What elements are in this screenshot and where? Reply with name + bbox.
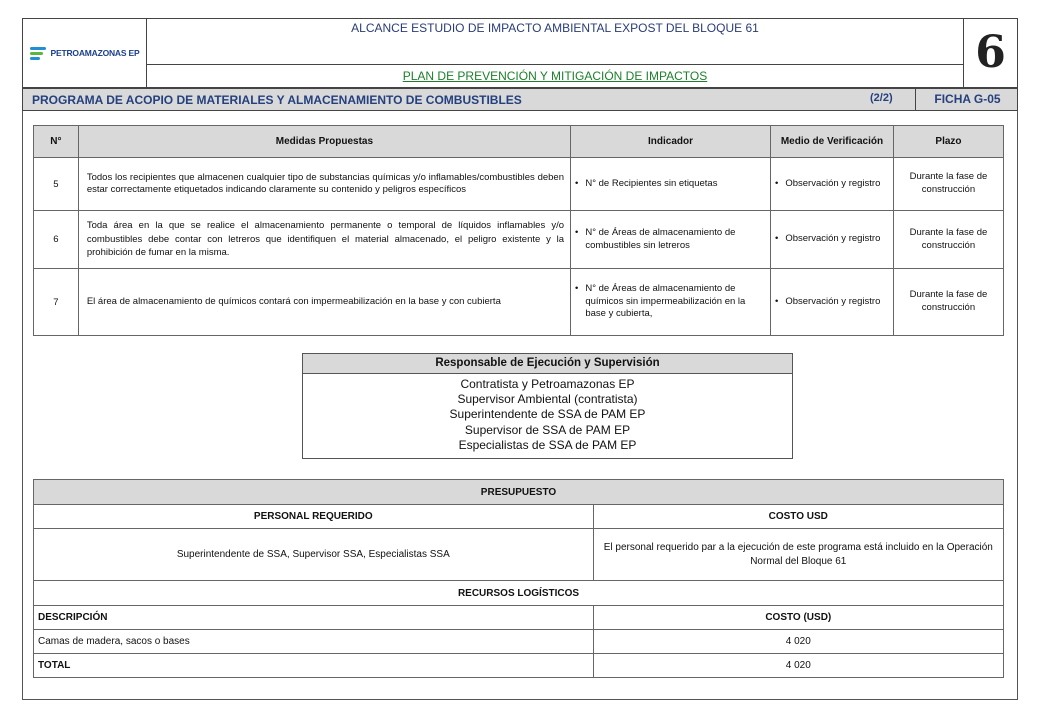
document-title: ALCANCE ESTUDIO DE IMPACTO AMBIENTAL EXPOST DEL BLOQUE 61 xyxy=(146,18,964,65)
verification-cell xyxy=(771,158,894,211)
indicator-cell xyxy=(571,269,771,336)
responsible-title: Responsable de Ejecución y Supervisión xyxy=(303,354,792,374)
verification-cell xyxy=(771,269,894,336)
verification-text: Observación y registro xyxy=(785,177,881,189)
indicator-text: N° de Recipientes sin etiquetas xyxy=(585,177,718,189)
item-description: Camas de madera, sacos o bases xyxy=(34,630,594,654)
cost-header: COSTO (USD) xyxy=(593,606,1003,630)
ficha-label: FICHA G-05 xyxy=(915,88,1019,111)
row-number: 7 xyxy=(34,269,79,336)
indicator-cell xyxy=(571,158,771,211)
row-number: 6 xyxy=(34,211,79,269)
col-header-no: N° xyxy=(34,126,79,158)
program-title: PROGRAMA DE ACOPIO DE MATERIALES Y ALMACENAMIENTO DE COMBUSTIBLES xyxy=(32,93,522,107)
budget-title-row xyxy=(34,480,1004,505)
budget-table xyxy=(33,479,1004,678)
personnel-text: Superintendente de SSA, Supervisor SSA, Especialistas SSA xyxy=(34,529,594,581)
measures-table xyxy=(33,125,1004,336)
logistics-header-row xyxy=(34,606,1004,630)
bullet-icon: • xyxy=(575,227,579,239)
col-header-indicator: Indicador xyxy=(571,126,771,158)
logistics-title: RECURSOS LOGÍSTICOS xyxy=(34,581,1004,606)
verification-text: Observación y registro xyxy=(785,295,881,307)
indicator-cell xyxy=(571,211,771,269)
verification-cell xyxy=(771,211,894,269)
page-indicator: (2/2) xyxy=(870,92,893,104)
logo-text: PETROAMAZONAS EP xyxy=(50,48,140,58)
measure-text: El área de almacenamiento de químicos contará con impermeabilización en la base y con cubierta xyxy=(78,269,570,336)
bullet-icon: • xyxy=(775,233,779,245)
company-logo xyxy=(30,46,140,60)
responsible-item: Contratista y Petroamazonas EP xyxy=(460,377,635,391)
measure-text: Toda área en la que se realice el almacenamiento permanente o temporal de líquidos inflamables y/o combustibles debe contar con letreros que identifiquen el material almacenado, el peligro existente y la prohibición de fumar en la misma. xyxy=(78,211,570,269)
term-text: Durante la fase de construcción xyxy=(893,158,1003,211)
responsible-item: Especialistas de SSA de PAM EP xyxy=(458,437,637,452)
budget-title: PRESUPUESTO xyxy=(34,480,1004,505)
personnel-cost-text: El personal requerido par a la ejecución de este programa está incluido en la Operación Normal del Bloque 61 xyxy=(593,529,1003,581)
verification-text: Observación y registro xyxy=(785,233,881,245)
logistics-title-row xyxy=(34,581,1004,606)
item-cost: 4 020 xyxy=(593,630,1003,654)
bullet-icon: • xyxy=(775,295,779,307)
personnel-row xyxy=(34,529,1004,581)
total-cost: 4 020 xyxy=(593,654,1003,678)
responsible-box xyxy=(302,353,793,459)
bullet-icon: • xyxy=(575,177,579,189)
responsible-item: Superintendente de SSA de PAM EP xyxy=(449,407,646,422)
responsible-list xyxy=(303,374,792,453)
responsible-item: Supervisor Ambiental (contratista) xyxy=(457,392,638,407)
logo-cell xyxy=(22,18,147,88)
term-text: Durante la fase de construcción xyxy=(893,211,1003,269)
logo-mark-icon xyxy=(30,46,48,60)
measure-text: Todos los recipientes que almacenen cualquier tipo de substancias químicas y/o inflamables/combustibles deben estar correctamente etiquetados indicando claramente su contenido y peligros específicos xyxy=(78,158,570,211)
table-row xyxy=(34,158,1004,211)
cost-usd-header: COSTO USD xyxy=(593,505,1003,529)
chapter-badge xyxy=(963,18,1018,88)
col-header-verification: Medio de Verificación xyxy=(771,126,894,158)
table-row xyxy=(34,269,1004,336)
total-row xyxy=(34,654,1004,678)
table-header-row xyxy=(34,126,1004,158)
logistics-row xyxy=(34,630,1004,654)
term-text: Durante la fase de construcción xyxy=(893,269,1003,336)
chapter-number: 6 xyxy=(975,27,1006,78)
plan-subtitle: PLAN DE PREVENCIÓN Y MITIGACIÓN DE IMPACTOS xyxy=(146,64,964,88)
table-row xyxy=(34,211,1004,269)
indicator-text: N° de Áreas de almacenamiento de combustibles sin letreros xyxy=(585,227,736,251)
total-label: TOTAL xyxy=(34,654,594,678)
bullet-icon: • xyxy=(775,177,779,189)
program-bar xyxy=(22,88,1018,111)
responsible-item: Supervisor de SSA de PAM EP xyxy=(464,422,631,437)
indicator-text: N° de Áreas de almacenamiento de químicos sin impermeabilización en la base y cubierta, xyxy=(585,283,746,320)
description-header: DESCRIPCIÓN xyxy=(34,606,594,630)
col-header-term: Plazo xyxy=(893,126,1003,158)
col-header-measures: Medidas Propuestas xyxy=(78,126,570,158)
personnel-header-row xyxy=(34,505,1004,529)
row-number: 5 xyxy=(34,158,79,211)
bullet-icon: • xyxy=(575,283,579,295)
personnel-header: PERSONAL REQUERIDO xyxy=(34,505,594,529)
